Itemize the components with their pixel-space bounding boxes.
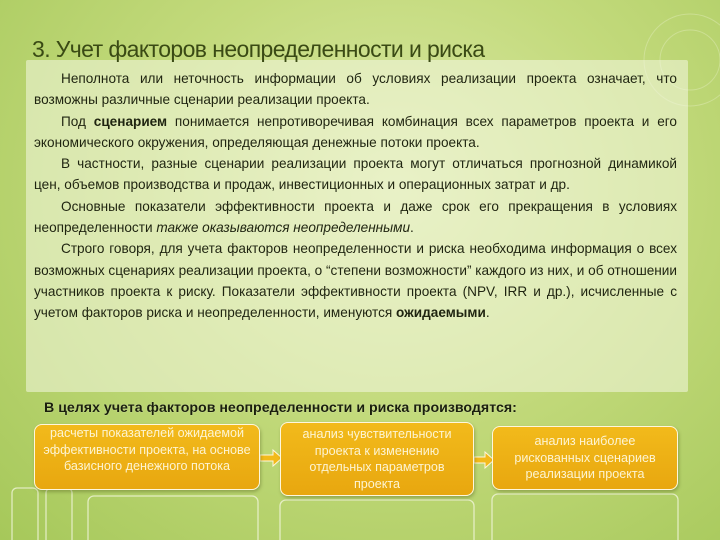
paragraph-2-text-end: понимается непротиворечивая комбинация всех параметров проекта и его экономического окружения, определяющая денежные потоки проекта.	[34, 113, 677, 150]
paragraph-4	[34, 196, 677, 239]
paragraph-5-text-start: Строго говоря, для учета факторов неопределенности и риска необходима информация о всех возможных сценариях реализации проекта, о “степени возможности” каждого из них, и об отношении участников проекта к риску. Показатели эффективности проекта (NPV, IRR и др.), исчисленные с учетом факторов риска и неопределенности, именуются	[34, 241, 677, 321]
paragraph-4-text-end: .	[410, 220, 414, 236]
paragraph-3-text: В частности, разные сценарии реализации проекта могут отличаться прогнозной динамикой цен, объемов производства и продаж, инвестиционных и операционных затрат и др.	[34, 156, 677, 193]
paragraph-2	[34, 111, 677, 154]
process-box-risky-scenarios	[492, 426, 678, 490]
term-scenario: сценарием	[93, 113, 168, 129]
page-title: 3. Учет факторов неопределенности и риска	[32, 36, 485, 62]
process-box-expected-efficiency	[34, 424, 260, 490]
paragraph-1-text: Неполнота или неточность информации об условиях реализации проекта означает, что возможны различные сценарии реализации проекта.	[34, 71, 677, 108]
paragraph-2-text-start: Под	[61, 113, 94, 129]
process-box-label: анализ чувствительности проекта к изменению отдельных параметров проекта	[302, 427, 452, 491]
body-text	[34, 68, 677, 324]
term-expected: ожидаемыми	[396, 305, 486, 321]
paragraph-5-text-end: .	[485, 305, 490, 321]
process-box-label: расчеты показателей ожидаемой эффективности проекта, на основе базисного денежного потока	[43, 426, 251, 473]
paragraph-5	[34, 238, 677, 323]
process-box-sensitivity-analysis	[280, 422, 474, 496]
paragraph-4-text-start: Основные показатели эффективности проекта и даже срок его прекращения в условиях неопределенности	[34, 198, 677, 236]
paragraph-1	[34, 68, 677, 111]
section-subheading: В целях учета факторов неопределенности и риска производятся:	[44, 400, 517, 416]
process-box-label: анализ наиболее рискованных сценариев реализации проекта	[514, 434, 656, 482]
paragraph-3	[34, 153, 677, 196]
emphasis-uncertain: также оказываются неопределенными	[156, 220, 411, 236]
